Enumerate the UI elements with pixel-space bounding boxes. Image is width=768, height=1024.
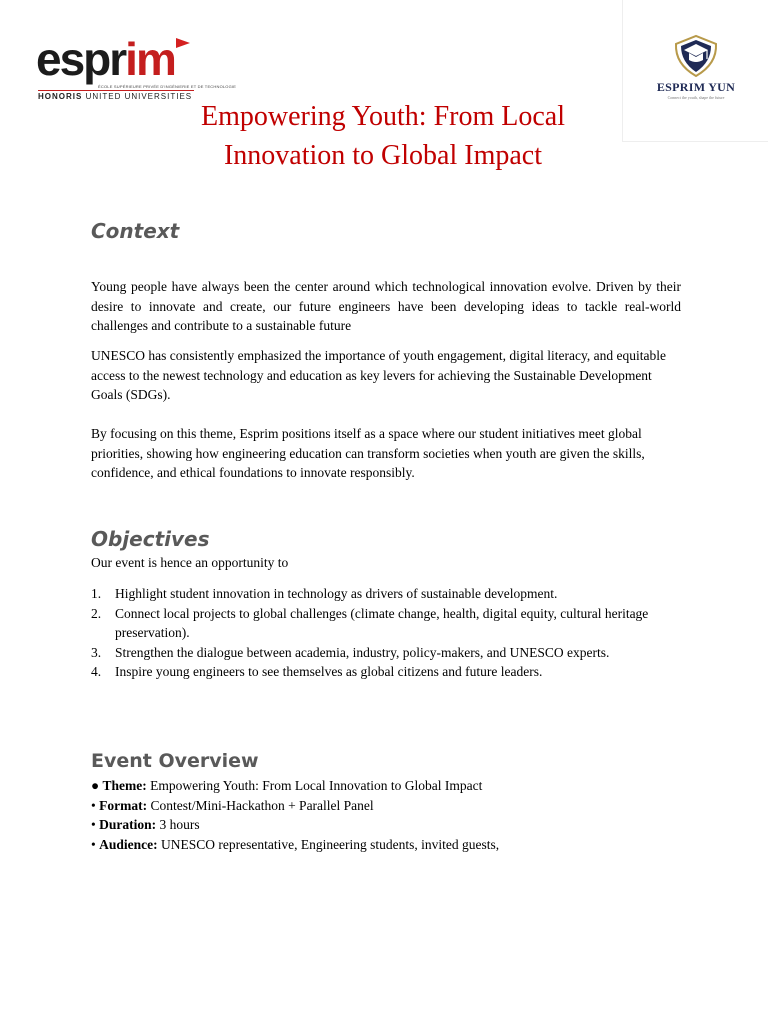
event-overview-heading: Event Overview — [91, 750, 259, 772]
esprim-yun-name: ESPRIM YUN — [656, 80, 736, 94]
list-item: 3. Strengthen the dialogue between academia, industry, policy-makers, and UNESCO experts. — [91, 644, 610, 660]
logo-divider — [38, 90, 194, 91]
list-item: 1. Highlight student innovation in technology as drivers of sustainable development. — [91, 586, 558, 601]
context-heading: Context — [91, 219, 180, 243]
objectives-list — [91, 584, 691, 682]
overview-row-duration: • Duration: 3 hours — [91, 817, 200, 832]
overview-row-format: • Format: Contest/Mini-Hackathon + Parallel Panel — [91, 797, 374, 813]
context-paragraph-2: UNESCO has consistently emphasized the importance of youth engagement, digital literacy, and equitable access to the newest technology and education as key levers for achieving the Sustainable Development Goals (SDGs). — [91, 348, 666, 402]
honoris-label: HONORIS UNITED UNIVERSITIES — [38, 92, 193, 101]
esprim-wordmark: esprim — [36, 33, 175, 85]
esprim-tagline: ÉCOLE SUPÉRIEURE PRIVÉE D'INGÉNIERIE ET DE TECHNOLOGIE — [98, 84, 237, 89]
overview-row-theme: ● Theme: Empowering Youth: From Local Innovation to Global Impact — [91, 778, 483, 793]
context-paragraph-3: By focusing on this theme, Esprim positions itself as a space where our student initiatives meet global priorities, showing how engineering education can transform societies when youth are given the skills, confidence, and ethical foundations to innovate responsibly. — [91, 426, 645, 480]
list-item: 2. Connect local projects to global challenges (climate change, health, digital equity, cultural heritage preservation). — [91, 605, 649, 640]
context-paragraph-1: Young people have always been the center around which technological innovation evolve. Driven by their desire to innovate and create, our future engineers have been developing ideas to tackle real-world challenges and contribute to a sustainable future — [91, 279, 681, 333]
esprim-logo — [36, 33, 237, 102]
document-title: Empowering Youth: From Local Innovation to Global Impact — [201, 101, 565, 171]
event-overview-list — [91, 776, 691, 854]
shield-crest-icon — [671, 30, 721, 80]
flag-icon — [176, 38, 190, 48]
esprim-yun-motto: Connect the youth, shape the future — [667, 95, 725, 100]
objectives-heading: Objectives — [91, 527, 210, 551]
overview-row-audience: • Audience: UNESCO representative, Engineering students, invited guests, — [91, 836, 500, 852]
objectives-intro: Our event is hence an opportunity to — [91, 555, 289, 570]
list-item: 4. Inspire young engineers to see themselves as global citizens and future leaders. — [91, 664, 543, 679]
